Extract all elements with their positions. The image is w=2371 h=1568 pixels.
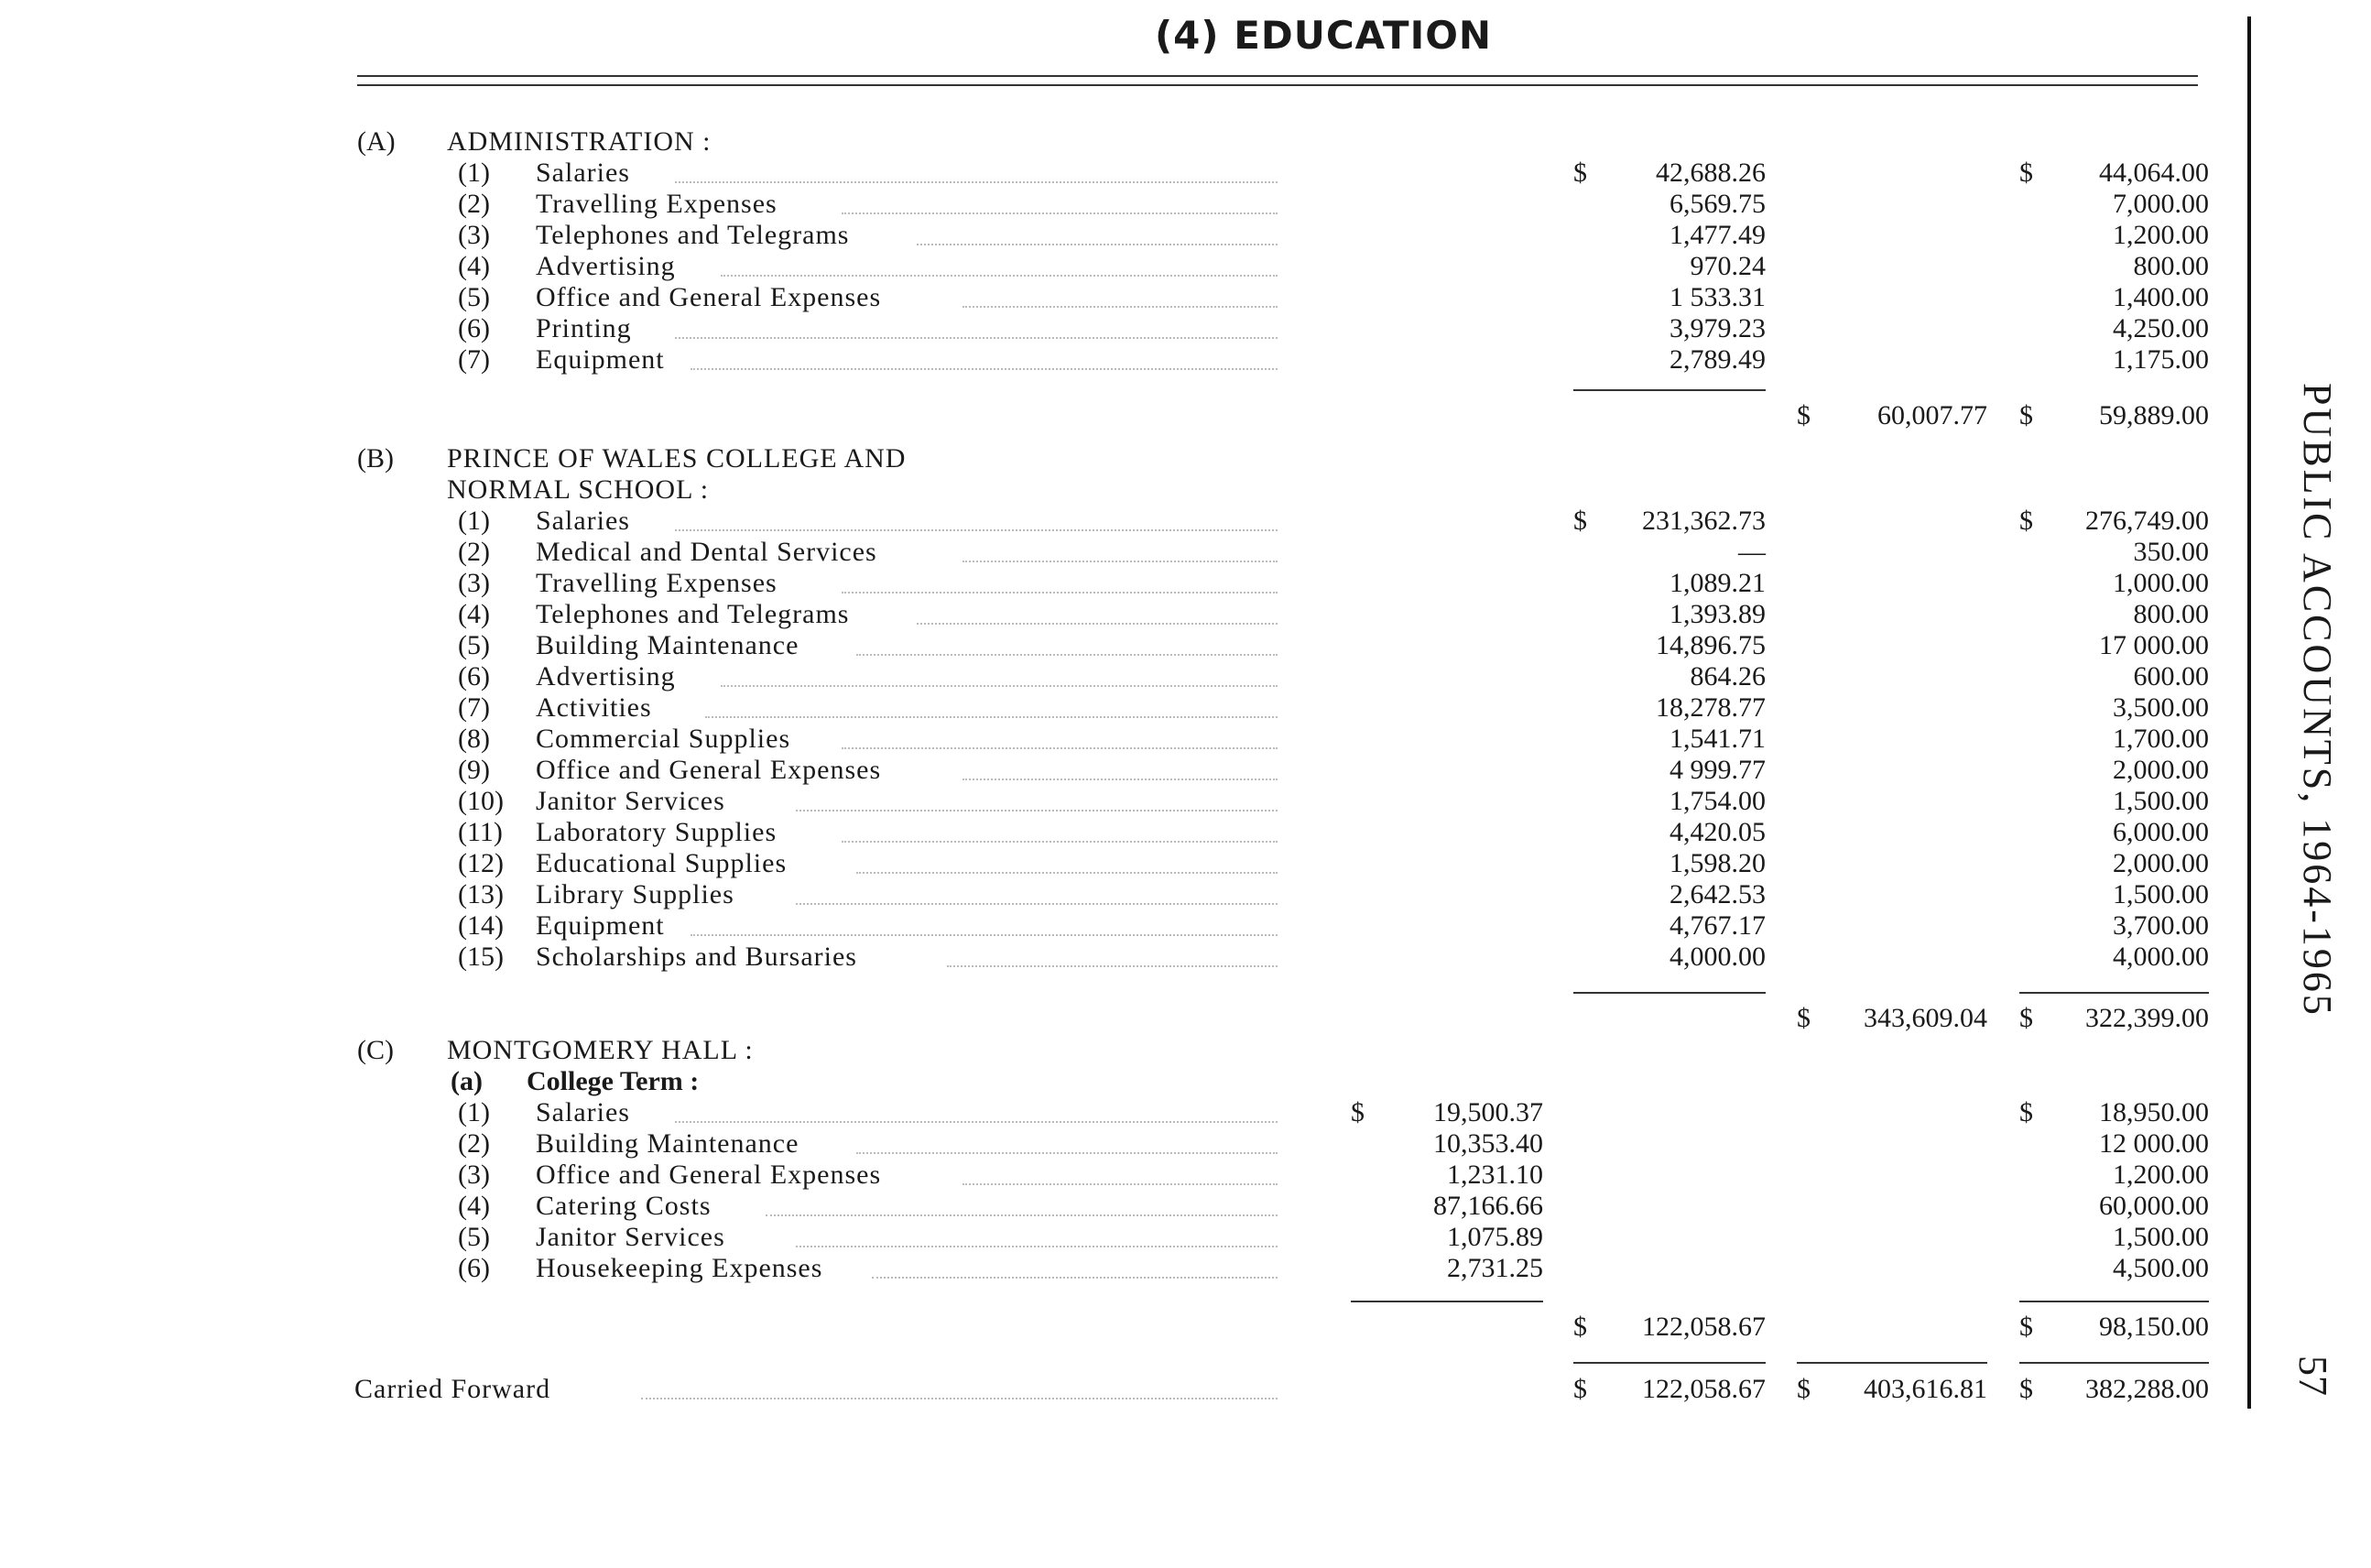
item-number: (6): [458, 661, 490, 691]
section-total-line: [0, 1003, 2216, 1034]
dot-leader: [842, 189, 1278, 214]
amount-col2: —: [1738, 537, 1766, 567]
amount-col4: 382,288.00: [2085, 1374, 2209, 1404]
ledger-line: [0, 786, 2216, 817]
amount-col4: 350.00: [2133, 537, 2209, 567]
subsection-number: (a): [451, 1066, 483, 1096]
item-label: Building Maintenance: [536, 630, 799, 660]
page-number: 57: [2290, 1356, 2335, 1396]
total-rule-col2: [1573, 389, 1766, 391]
item-label: Activities: [536, 692, 652, 723]
item-label: Laboratory Supplies: [536, 817, 778, 847]
item-number: (11): [458, 817, 503, 847]
item-number: (3): [458, 568, 490, 598]
dollar-sign: $: [2019, 158, 2033, 188]
item-label: Scholarships and Bursaries: [536, 942, 857, 972]
item-label: Equipment: [536, 344, 665, 375]
item-label: Salaries: [536, 158, 630, 188]
ledger-line: [0, 158, 2216, 189]
item-number: (4): [458, 251, 490, 281]
item-label: Telephones and Telegrams: [536, 220, 850, 250]
amount-col2: 970.24: [1690, 251, 1766, 281]
amount-col2: 4 999.77: [1669, 755, 1766, 785]
dot-leader: [917, 599, 1278, 625]
amount-col4: 2,000.00: [2113, 755, 2209, 785]
ledger-line: [0, 1097, 2216, 1128]
item-label: Office and General Expenses: [536, 755, 882, 785]
item-number: (1): [458, 1097, 490, 1127]
dot-leader: [796, 879, 1278, 905]
item-label: Janitor Services: [536, 786, 725, 816]
section-letter: (B): [357, 443, 394, 474]
dollar-sign: $: [1573, 506, 1587, 536]
ledger-line: [0, 1222, 2216, 1253]
section-letter: (C): [357, 1035, 394, 1065]
dot-leader: [675, 158, 1278, 183]
dot-leader: [917, 220, 1278, 245]
dollar-sign: $: [1573, 1374, 1587, 1404]
ledger-line: [0, 568, 2216, 599]
dot-leader: [963, 1160, 1278, 1185]
item-label: Printing: [536, 313, 632, 343]
item-label: Catering Costs: [536, 1191, 712, 1221]
ledger-line: [0, 942, 2216, 973]
item-number: (7): [458, 692, 490, 723]
ledger-line: [0, 630, 2216, 661]
item-number: (7): [458, 344, 490, 375]
amount-col4: 12 000.00: [2099, 1128, 2209, 1159]
section-letter: (A): [357, 126, 396, 157]
item-number: (15): [458, 942, 504, 972]
item-number: (13): [458, 879, 504, 909]
amount-col2: 18,278.77: [1656, 692, 1766, 723]
dollar-sign: $: [1573, 1312, 1587, 1342]
amount-col4: 1,500.00: [2113, 879, 2209, 909]
amount-col4: 2,000.00: [2113, 848, 2209, 878]
item-number: (12): [458, 848, 504, 878]
amount-col4: 1,200.00: [2113, 220, 2209, 250]
item-label: Commercial Supplies: [536, 724, 791, 754]
total-rule-col4: [2019, 992, 2209, 994]
section-heading: MONTGOMERY HALL :: [447, 1035, 754, 1065]
title-rule-bottom: [357, 84, 2198, 86]
dollar-sign: $: [2019, 506, 2033, 536]
ledger-line: [0, 443, 2216, 474]
item-label: Office and General Expenses: [536, 282, 882, 312]
item-label: Office and General Expenses: [536, 1160, 882, 1190]
title-rule-top: [357, 75, 2198, 77]
total-rule-col2: [1573, 992, 1766, 994]
subsection-label: College Term :: [527, 1066, 700, 1096]
ledger-line: [0, 344, 2216, 376]
dot-leader: [796, 1222, 1278, 1247]
amount-col2: 1,393.89: [1669, 599, 1766, 629]
dot-leader: [705, 692, 1278, 718]
item-label: Housekeeping Expenses: [536, 1253, 823, 1283]
dollar-sign: $: [1573, 158, 1587, 188]
ledger-line: [0, 817, 2216, 848]
amount-col4: 3,500.00: [2113, 692, 2209, 723]
ledger-line: [0, 1066, 2216, 1097]
ledger-line: [0, 755, 2216, 786]
amount-col4: 600.00: [2133, 661, 2209, 691]
carried-forward-line: [0, 1374, 2216, 1405]
section-heading: NORMAL SCHOOL :: [447, 474, 710, 505]
amount-col2: 1,754.00: [1669, 786, 1766, 816]
amount-col2: 4,420.05: [1669, 817, 1766, 847]
section-total-line: [0, 1312, 2216, 1343]
dot-leader: [947, 942, 1278, 967]
amount-col4: 6,000.00: [2113, 817, 2209, 847]
amount-col2: 2,789.49: [1669, 344, 1766, 375]
amount-col2: 6,569.75: [1669, 189, 1766, 219]
item-number: (4): [458, 1191, 490, 1221]
ledger-line: [0, 220, 2216, 251]
dot-leader: [766, 1191, 1278, 1216]
dot-leader: [675, 506, 1278, 531]
dot-leader: [856, 1128, 1278, 1154]
item-number: (1): [458, 506, 490, 536]
amount-col3: 343,609.04: [1864, 1003, 1987, 1033]
total-rule-col3: [1797, 1362, 1987, 1364]
total-rule-col4: [2019, 1362, 2209, 1364]
amount-col2: 122,058.67: [1642, 1374, 1766, 1404]
dot-leader: [856, 630, 1278, 656]
item-number: (10): [458, 786, 504, 816]
page-edge-rule: [2247, 16, 2251, 1409]
dollar-sign: $: [1797, 1003, 1811, 1033]
amount-col4: 1,500.00: [2113, 1222, 2209, 1252]
amount-col4: 1,500.00: [2113, 786, 2209, 816]
amount-col4: 1,000.00: [2113, 568, 2209, 598]
amount-col2: 1,598.20: [1669, 848, 1766, 878]
ledger-line: [0, 474, 2216, 506]
amount-col1: 10,353.40: [1433, 1128, 1543, 1159]
item-number: (3): [458, 1160, 490, 1190]
ledger-line: [0, 1160, 2216, 1191]
amount-col4: 276,749.00: [2085, 506, 2209, 536]
item-number: (6): [458, 1253, 490, 1283]
ledger-line: [0, 1191, 2216, 1222]
dot-leader: [842, 568, 1278, 593]
amount-col4: 17 000.00: [2099, 630, 2209, 660]
amount-col4: 7,000.00: [2113, 189, 2209, 219]
ledger-line: [0, 313, 2216, 344]
amount-col4: 44,064.00: [2099, 158, 2209, 188]
dollar-sign: $: [2019, 1097, 2033, 1127]
item-number: (14): [458, 910, 504, 941]
dot-leader: [796, 786, 1278, 811]
amount-col4: 322,399.00: [2085, 1003, 2209, 1033]
ledger-line: [0, 661, 2216, 692]
item-number: (6): [458, 313, 490, 343]
amount-col4: 800.00: [2133, 599, 2209, 629]
amount-col4: 1,200.00: [2113, 1160, 2209, 1190]
item-label: Educational Supplies: [536, 848, 788, 878]
amount-col2: 4,767.17: [1669, 910, 1766, 941]
amount-col2: 1,541.71: [1669, 724, 1766, 754]
ledger-line: [0, 692, 2216, 724]
dot-leader: [963, 282, 1278, 308]
dot-leader: [691, 910, 1278, 936]
item-label: Equipment: [536, 910, 665, 941]
amount-col2: 864.26: [1690, 661, 1766, 691]
amount-col1: 1,075.89: [1447, 1222, 1543, 1252]
amount-col4: 1,175.00: [2113, 344, 2209, 375]
item-label: Medical and Dental Services: [536, 537, 877, 567]
dollar-sign: $: [1351, 1097, 1365, 1127]
item-number: (9): [458, 755, 490, 785]
amount-col2: 4,000.00: [1669, 942, 1766, 972]
ledger-line: [0, 879, 2216, 910]
ledger-line: [0, 282, 2216, 313]
item-number: (2): [458, 1128, 490, 1159]
dot-leader: [856, 848, 1278, 874]
ledger-line: [0, 1035, 2216, 1066]
dollar-sign: $: [2019, 1374, 2033, 1404]
dot-leader: [675, 1097, 1278, 1123]
ledger-line: [0, 506, 2216, 537]
amount-col2: 1,477.49: [1669, 220, 1766, 250]
amount-col2: 231,362.73: [1642, 506, 1766, 536]
dot-leader: [842, 724, 1278, 749]
item-number: (4): [458, 599, 490, 629]
ledger-line: [0, 848, 2216, 879]
amount-col4: 98,150.00: [2099, 1312, 2209, 1342]
dollar-sign: $: [1797, 1374, 1811, 1404]
dot-leader: [842, 817, 1278, 843]
running-head: PUBLIC ACCOUNTS, 1964-1965: [2295, 383, 2340, 1018]
amount-col4: 4,500.00: [2113, 1253, 2209, 1283]
amount-col1: 2,731.25: [1447, 1253, 1543, 1283]
page-title: (4) EDUCATION: [1154, 13, 1493, 58]
amount-col1: 19,500.37: [1433, 1097, 1543, 1127]
item-label: Library Supplies: [536, 879, 734, 909]
dot-leader: [675, 313, 1278, 339]
amount-col2: 42,688.26: [1656, 158, 1766, 188]
item-number: (5): [458, 282, 490, 312]
amount-col2: 1,089.21: [1669, 568, 1766, 598]
amount-col4: 18,950.00: [2099, 1097, 2209, 1127]
dot-leader: [691, 344, 1278, 370]
section-total-line: [0, 400, 2216, 431]
amount-col4: 59,889.00: [2099, 400, 2209, 430]
ledger-line: [0, 599, 2216, 630]
item-number: (2): [458, 537, 490, 567]
ledger-line: [0, 724, 2216, 755]
dollar-sign: $: [1797, 400, 1811, 430]
item-label: Advertising: [536, 661, 676, 691]
amount-col4: 1,700.00: [2113, 724, 2209, 754]
ledger-line: [0, 1253, 2216, 1284]
dot-leader: [721, 251, 1278, 277]
dot-leader: [721, 661, 1278, 687]
total-rule-col2: [1573, 1362, 1766, 1364]
dollar-sign: $: [2019, 1003, 2033, 1033]
total-rule-col4: [2019, 1301, 2209, 1302]
amount-col2: 14,896.75: [1656, 630, 1766, 660]
section-heading: PRINCE OF WALES COLLEGE AND: [447, 443, 907, 474]
item-label: Salaries: [536, 506, 630, 536]
amount-col4: 1,400.00: [2113, 282, 2209, 312]
amount-col2: 3,979.23: [1669, 313, 1766, 343]
dollar-sign: $: [2019, 400, 2033, 430]
item-number: (2): [458, 189, 490, 219]
item-label: Salaries: [536, 1097, 630, 1127]
item-number: (8): [458, 724, 490, 754]
carried-forward-label: Carried Forward: [354, 1374, 551, 1404]
ledger-line: [0, 189, 2216, 220]
ledger-line: [0, 126, 2216, 158]
amount-col4: 60,000.00: [2099, 1191, 2209, 1221]
dot-leader: [872, 1253, 1278, 1279]
amount-col4: 4,000.00: [2113, 942, 2209, 972]
dollar-sign: $: [2019, 1312, 2033, 1342]
amount-col2: 122,058.67: [1642, 1312, 1766, 1342]
item-label: Travelling Expenses: [536, 189, 778, 219]
item-label: Janitor Services: [536, 1222, 725, 1252]
item-label: Advertising: [536, 251, 676, 281]
amount-col2: 2,642.53: [1669, 879, 1766, 909]
ledger-line: [0, 910, 2216, 942]
amount-col4: 800.00: [2133, 251, 2209, 281]
item-label: Travelling Expenses: [536, 568, 778, 598]
item-label: Telephones and Telegrams: [536, 599, 850, 629]
amount-col2: 1 533.31: [1669, 282, 1766, 312]
dot-leader: [963, 755, 1278, 780]
amount-col4: 4,250.00: [2113, 313, 2209, 343]
dot-leader: [963, 537, 1278, 562]
item-number: (3): [458, 220, 490, 250]
item-number: (5): [458, 630, 490, 660]
item-number: (1): [458, 158, 490, 188]
item-number: (5): [458, 1222, 490, 1252]
amount-col1: 87,166.66: [1433, 1191, 1543, 1221]
amount-col3: 60,007.77: [1877, 400, 1987, 430]
amount-col1: 1,231.10: [1447, 1160, 1543, 1190]
amount-col3: 403,616.81: [1864, 1374, 1987, 1404]
dot-leader: [641, 1374, 1278, 1399]
ledger-line: [0, 251, 2216, 282]
ledger-line: [0, 537, 2216, 568]
total-rule-col1: [1351, 1301, 1543, 1302]
item-label: Building Maintenance: [536, 1128, 799, 1159]
amount-col4: 3,700.00: [2113, 910, 2209, 941]
section-heading: ADMINISTRATION :: [447, 126, 712, 157]
ledger-line: [0, 1128, 2216, 1160]
